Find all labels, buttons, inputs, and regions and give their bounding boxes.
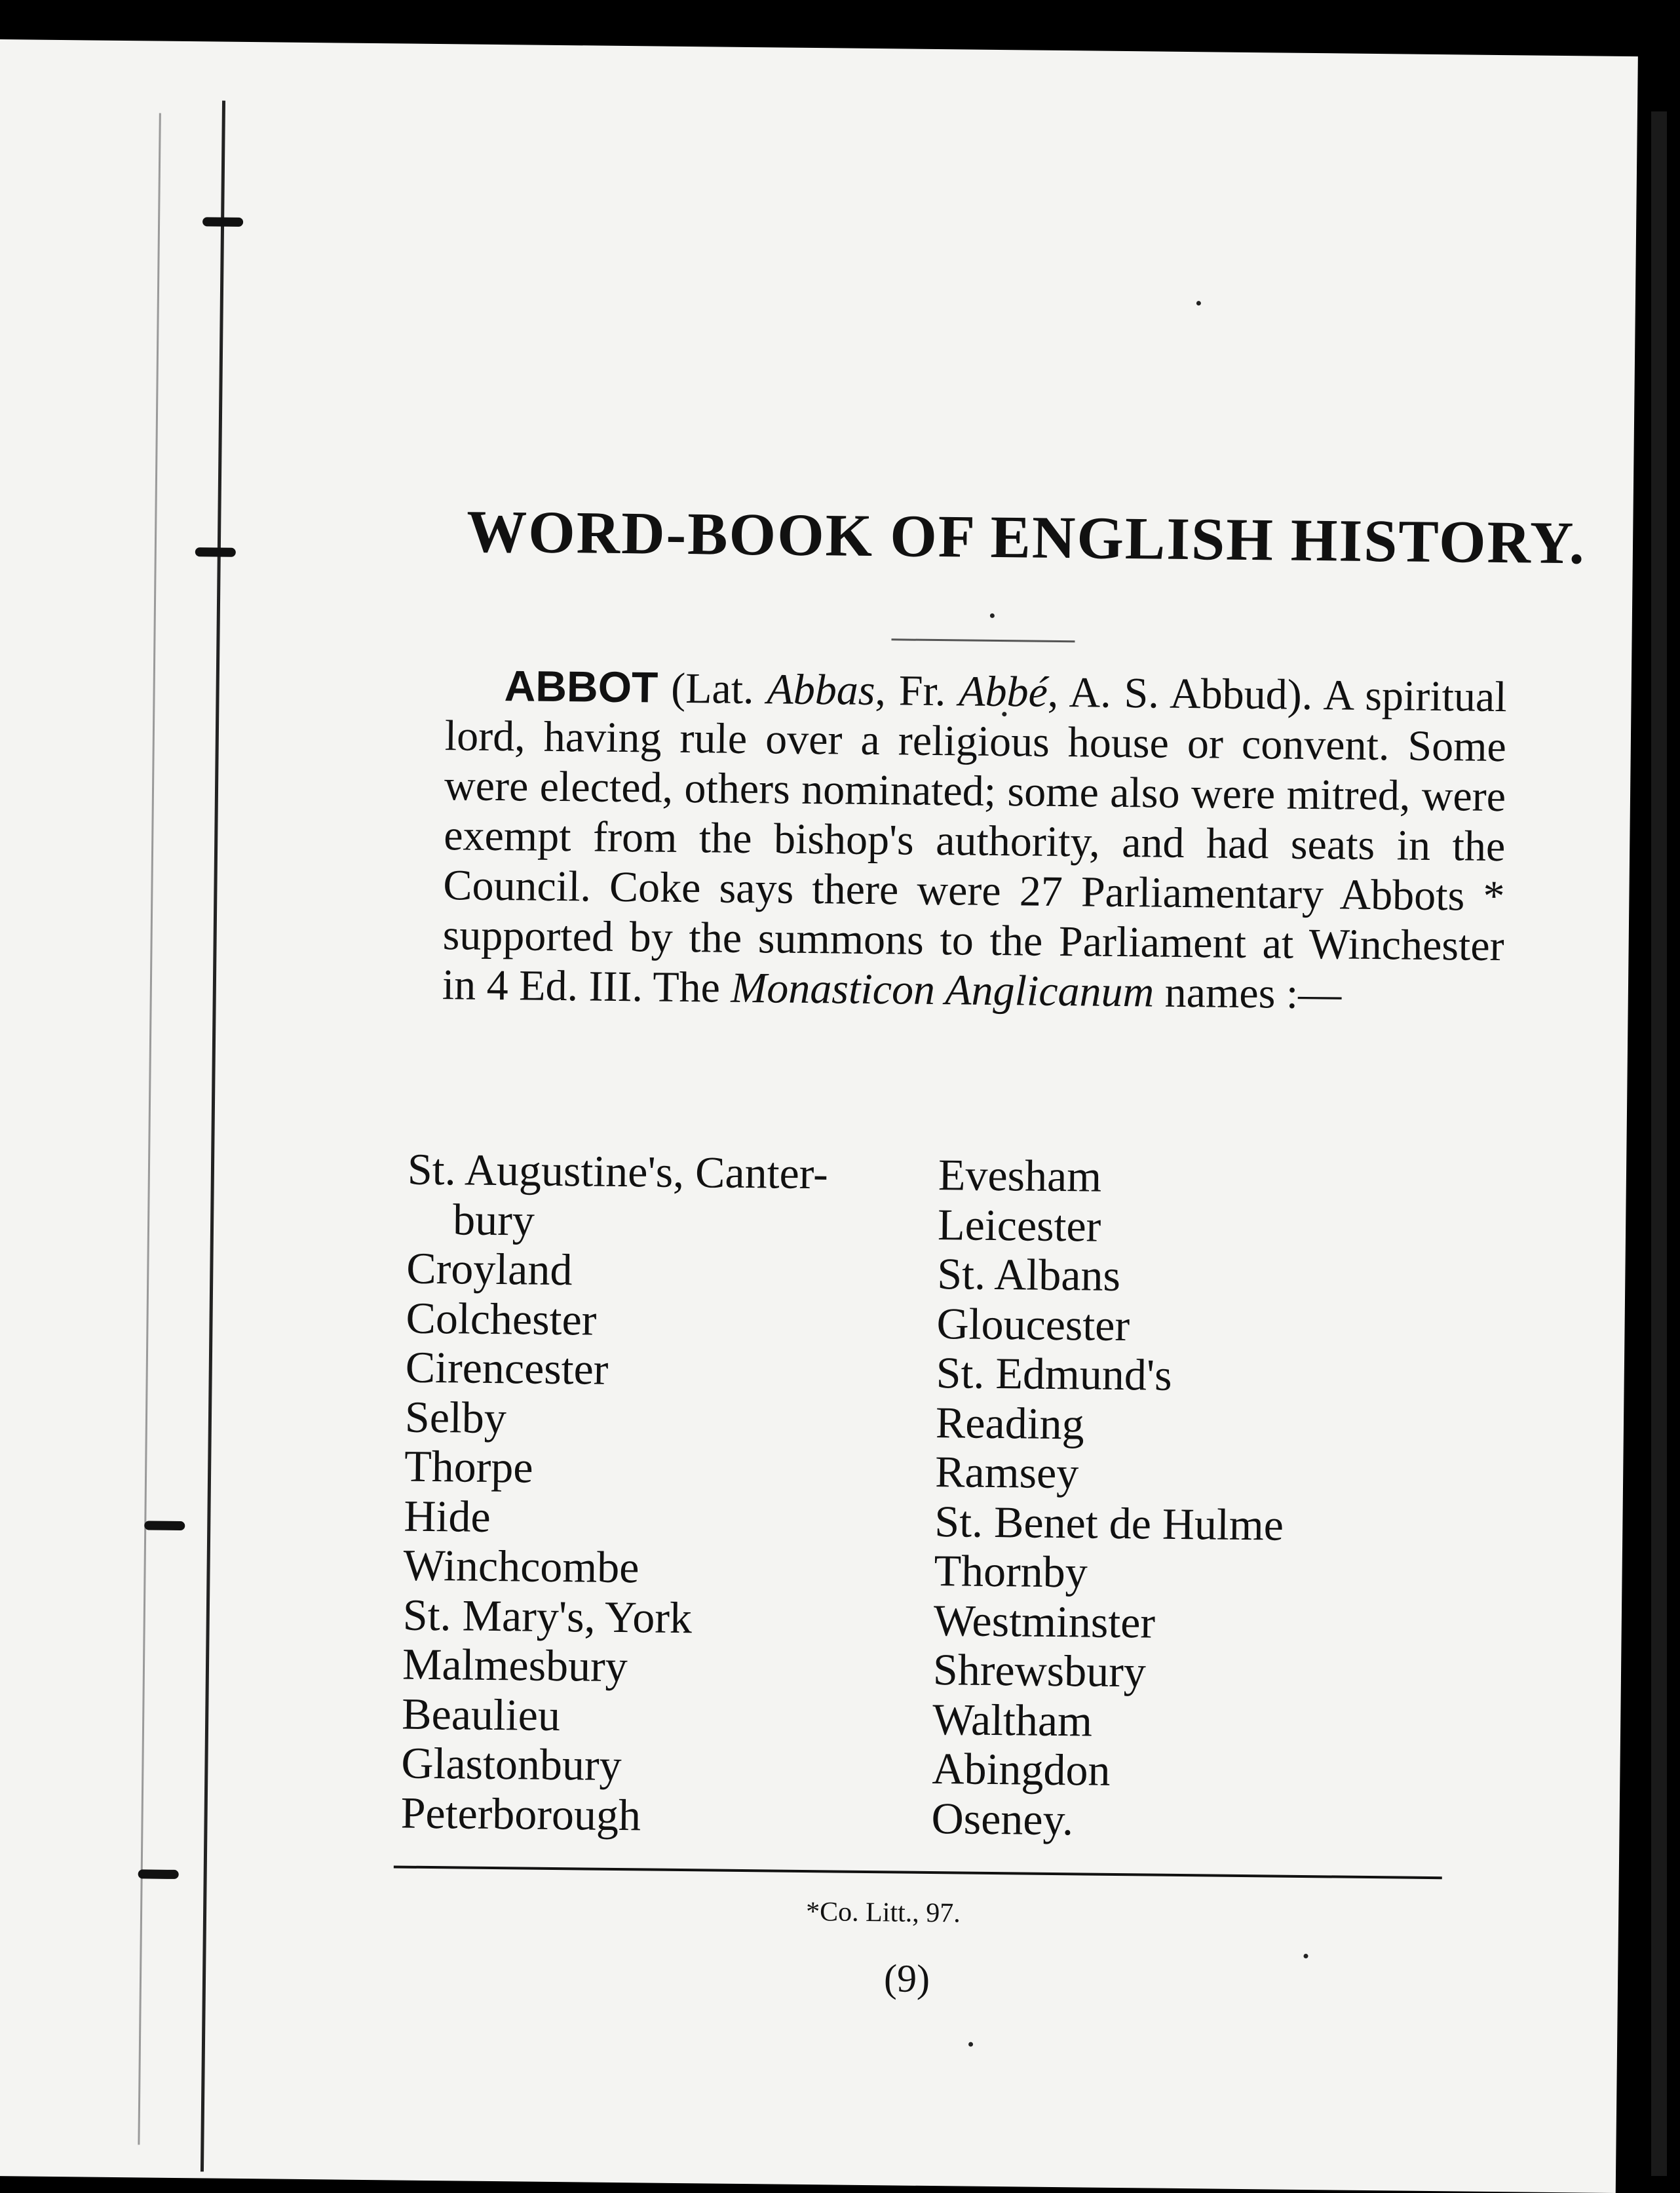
list-item: Waltham [932,1694,1093,1746]
page-number: (9) [883,1956,930,2001]
list-item: Reading [935,1397,1084,1448]
paper-speck [1303,1954,1308,1958]
page-edge-shadow [1651,111,1667,2176]
list-item: Glastonbury [401,1737,622,1791]
entry-headword: ABBOT [504,661,659,712]
list-item: Evesham [938,1150,1102,1201]
binding-stitch [144,1521,185,1530]
dictionary-entry [442,660,1508,1021]
binding-stitch [195,547,236,557]
list-item: Croyland [406,1243,573,1295]
list-item: Beaulieu [401,1688,561,1740]
list-item: St. Albans [936,1249,1121,1301]
list-item: Shrewsbury [932,1644,1147,1697]
etymology-open: (Lat. [657,664,767,714]
list-item: Colchester [406,1292,597,1345]
list-item: Winchcombe [403,1540,640,1593]
paper-speck [1196,301,1201,305]
title-rule [891,638,1075,642]
list-item: bury [452,1194,535,1245]
entry-body: A spiritual lord, having rule over a religious house or convent. Some were elected, others nominated; some also were mitred, were exempt from the bishop's authority, and had seats in the Council. Coke says there were 27 Parliamentary Abbots * supported by the summons to the Parliament at Winchester in 4 Ed. III. The [442,671,1508,1012]
list-item: Leicester [937,1199,1101,1251]
list-item: St. Benet de Hulme [934,1496,1284,1550]
list-item: Cirencester [405,1342,609,1394]
paper-speck [990,613,995,618]
paper-speck [968,2042,973,2047]
list-item: Hide [404,1490,491,1542]
french-label: , Fr. [875,667,959,716]
french-term: Abbé [958,667,1048,716]
binding-line [200,101,225,2172]
list-item: Thornby [934,1545,1088,1597]
list-item: Malmesbury [402,1639,628,1692]
footnote-rule [394,1865,1442,1879]
list-item: Oseney. [931,1793,1074,1844]
list-item: Ramsey [934,1446,1079,1498]
book-page [0,39,1638,2193]
anglo-saxon-term: , A. S. Abbud). [1047,668,1313,720]
footnote: *Co. Litt., 97. [805,1897,961,1929]
list-item: St. Augustine's, Canter- [407,1144,829,1199]
work-title: Monasticon Anglicanum [731,963,1155,1017]
list-item: Peterborough [400,1787,641,1840]
binding-stitch [202,217,243,227]
names-intro: names :— [1153,968,1342,1019]
list-item: Gloucester [936,1298,1130,1350]
abbey-list-left [400,1145,828,1842]
list-item: St. Mary's, York [402,1589,693,1642]
binding-shadow [138,113,161,2145]
list-item: Selby [404,1391,507,1443]
list-item: Westminster [933,1595,1156,1648]
list-item: Thorpe [404,1441,534,1492]
binding-stitch [138,1869,179,1879]
list-item: Abingdon [932,1743,1111,1795]
abbey-list-right [931,1150,1288,1847]
page-title: WORD-BOOK OF ENGLISH HISTORY. [466,497,1586,577]
list-item: St. Edmund's [936,1348,1173,1400]
latin-term: Abbas [767,665,875,715]
